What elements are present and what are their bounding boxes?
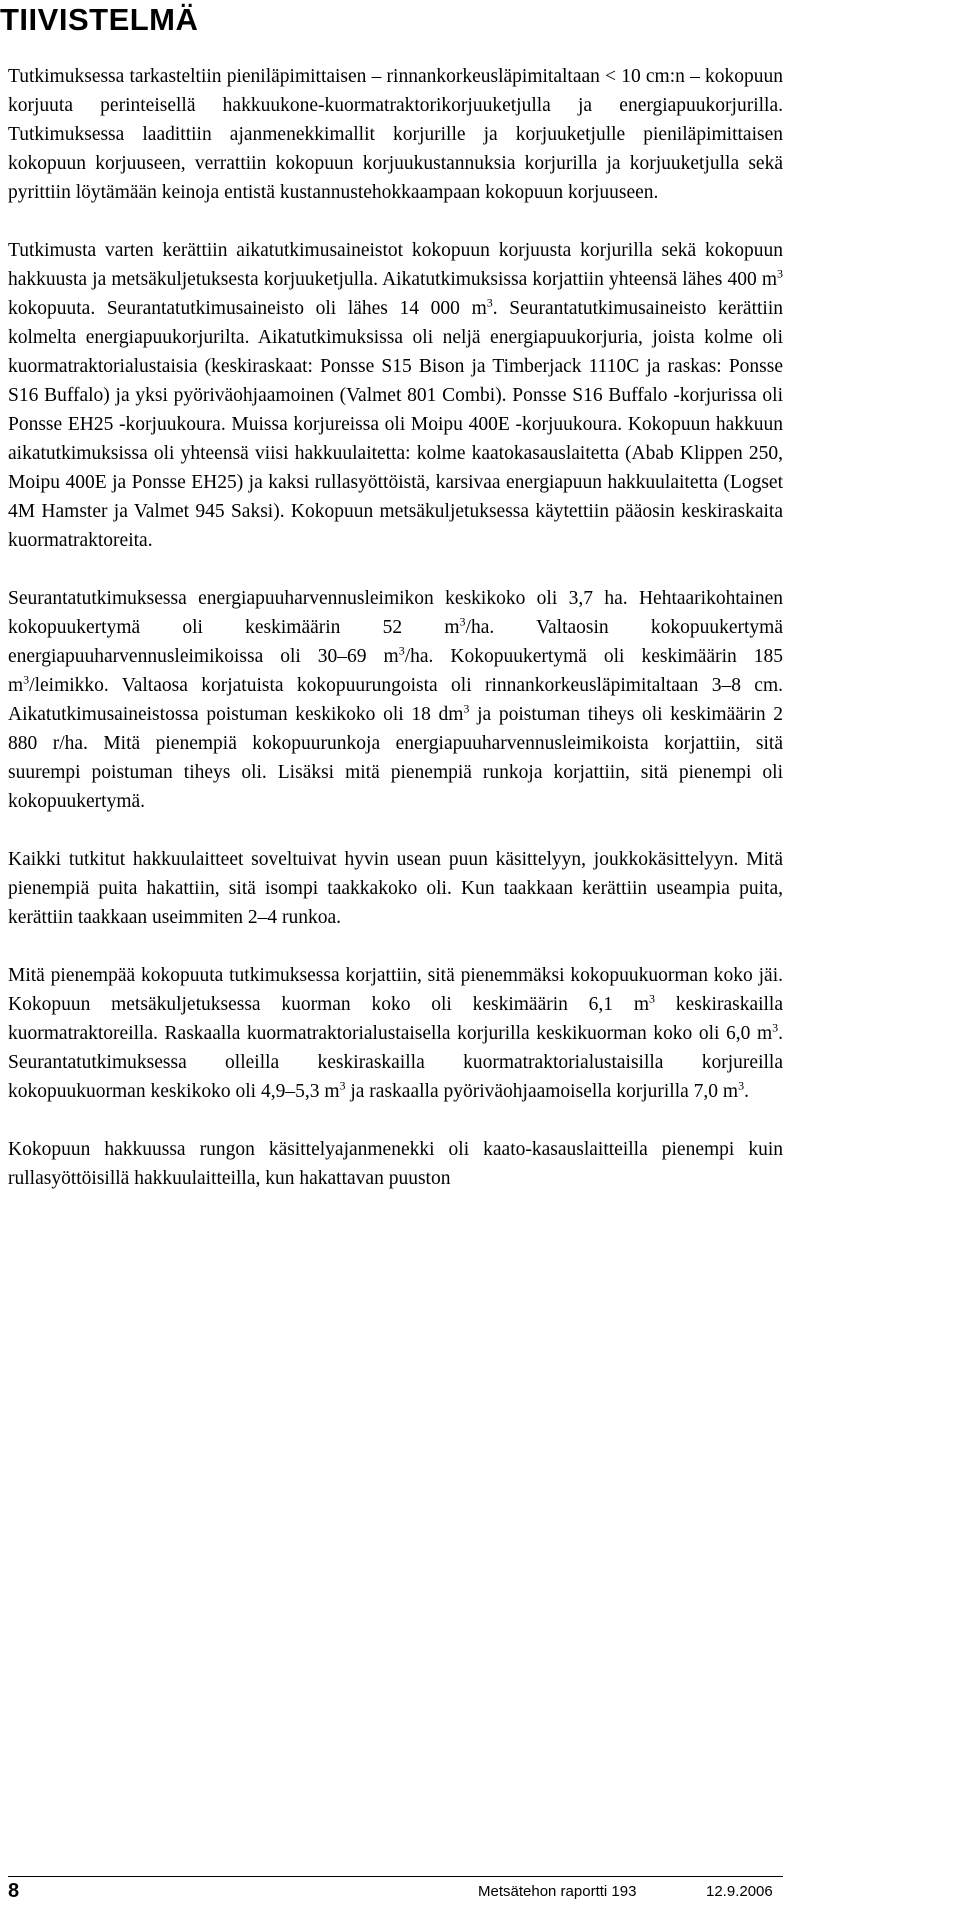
- text-run: Tutkimuksessa tarkasteltiin pieniläpimittaisen – rinnankorkeusläpimitaltaan < 10 cm:n – kokopuun korjuuta perinteisellä hakkuukone-kuormatraktorikorjuuketjulla ja energiapuukorjurilla. Tutkimuksessa laadittiin ajanmenekkimallit korjurille ja korjuuketjulle pieniläpimittaisen kokopuun korjuuseen, verrattiin kokopuun korjuukustannuksia korjurilla ja korjuuketjulla sekä pyrittiin löytämään keinoja entistä kustannustehokkaampaan kokopuun korjuuseen.: [8, 66, 783, 203]
- paragraph: [8, 62, 783, 207]
- text-run: ja poistuman tiheys oli keskimäärin 2 880 r/ha. Mitä pienempiä kokopuurunkoja energiapuuharvennusleimikoista korjattiin, sitä suurempi poistuman tiheys oli. Lisäksi mitä pienempiä runkoja korjattiin, sitä pienempi oli kokopuukertymä.: [8, 704, 783, 812]
- superscript: 3: [777, 266, 783, 281]
- text-run: kokopuuta. Seurantatutkimusaineisto oli lähes 14 000 m: [8, 298, 487, 319]
- abstract-body: [8, 62, 783, 1222]
- superscript: 3: [738, 1078, 745, 1093]
- superscript: 3: [459, 614, 466, 629]
- text-run: Seurantatutkimuksessa energiapuuharvennusleimikon keskikoko oli 3,7 ha. Hehtaarikohtainen kokopuukertymä oli keskimäärin 52 m: [8, 588, 783, 638]
- text-run: . Seurantatutkimuksessa olleilla keskiraskailla kuormatraktorialustaisilla korjureilla kokopuukuorman keskikoko oli 4,9–5,3 m: [8, 1023, 783, 1102]
- page-title: TIIVISTELMÄ: [0, 2, 199, 37]
- text-run: . Seurantatutkimusaineisto kerättiin kolmelta energiapuukorjurilta. Aikatutkimuksissa oli neljä energiapuukorjuria, joista kolme oli kuormatraktorialustaisia (keskiraskaat: Ponsse S15 Bison ja Timberjack 1110C ja raskas: Ponsse S16 Buffalo) ja yksi pyöriväohjaamoinen (Valmet 801 Combi). Ponsse S16 Buffalo -korjurissa oli Ponsse EH25 -korjuukoura. Muissa korjureissa oli Moipu 400E -korjuukoura. Kokopuun hakkuun aikatutkimuksissa oli yhteensä viisi hakkuulaitetta: kolme kaatokasauslaitetta (Abab Klippen 250, Moipu 400E ja Ponsse EH25) ja kaksi rullasyöttöistä, karsivaa energiapuun hakkuulaitetta (Logset 4M Hamster ja Valmet 945 Saksi). Kokopuun metsäkuljetuksessa käytettiin pääosin keskiraskaita kuormatraktoreita.: [8, 298, 783, 551]
- superscript: 3: [649, 991, 656, 1006]
- text-run: ja raskaalla pyöriväohjaamoisella korjurilla 7,0 m: [345, 1081, 739, 1102]
- superscript: 3: [486, 295, 493, 310]
- footer-divider: [8, 1876, 783, 1877]
- page-number: 8: [8, 1880, 20, 1902]
- text-run: keskiraskailla kuormatraktoreilla. Raskaalla kuormatraktorialustaisella korjurilla keskikuorman koko oli 6,0 m: [8, 994, 784, 1044]
- superscript: 3: [772, 1020, 779, 1035]
- superscript: 3: [23, 672, 30, 687]
- text-run: /ha. Valtaosin kokopuukertymä energiapuuharvennusleimikoissa oli 30–69 m: [8, 617, 784, 667]
- paragraph: [8, 584, 783, 816]
- text-run: /ha. Kokopuukertymä oli keskimäärin 185 m: [8, 646, 784, 696]
- superscript: 3: [463, 701, 470, 716]
- paragraph: [8, 236, 783, 555]
- paragraph: [8, 1135, 783, 1193]
- paragraph: [8, 961, 783, 1106]
- report-date: 12.9.2006: [706, 1883, 773, 1900]
- text-run: Tutkimusta varten kerättiin aikatutkimusaineistot kokopuun korjuusta korjurilla sekä kokopuun hakkuusta ja metsäkuljetuksesta korjuuketjulla. Aikatutkimuksissa korjattiin yhteensä lähes 400 m: [8, 240, 783, 290]
- superscript: 3: [398, 643, 405, 658]
- superscript: 3: [339, 1078, 346, 1093]
- report-title: Metsätehon raportti 193: [478, 1883, 637, 1900]
- text-run: Mitä pienempää kokopuuta tutkimuksessa korjattiin, sitä pienemmäksi kokopuukuorman koko jäi. Kokopuun metsäkuljetuksessa kuorman koko oli keskimäärin 6,1 m: [8, 965, 783, 1015]
- text-run: Kaikki tutkitut hakkuulaitteet soveltuivat hyvin usean puun käsittelyyn, joukkokäsittelyyn. Mitä pienempiä puita hakattiin, sitä isompi taakkakoko oli. Kun taakkaan kerättiin useampia puita, kerättiin taakkaan useimmiten 2–4 runkoa.: [8, 849, 783, 928]
- paragraph: [8, 845, 783, 932]
- text-run: .: [744, 1081, 749, 1102]
- text-run: Kokopuun hakkuussa rungon käsittelyajanmenekki oli kaato-kasauslaitteilla pienempi kuin rullasyöttöisillä hakkuulaitteilla, kun hakattavan puuston: [8, 1139, 783, 1189]
- text-run: /leimikko. Valtaosa korjatuista kokopuurungoista oli rinnankorkeusläpimitaltaan 3–8 cm. Aikatutkimusaineistossa poistuman keskikoko oli 18 dm: [8, 675, 783, 725]
